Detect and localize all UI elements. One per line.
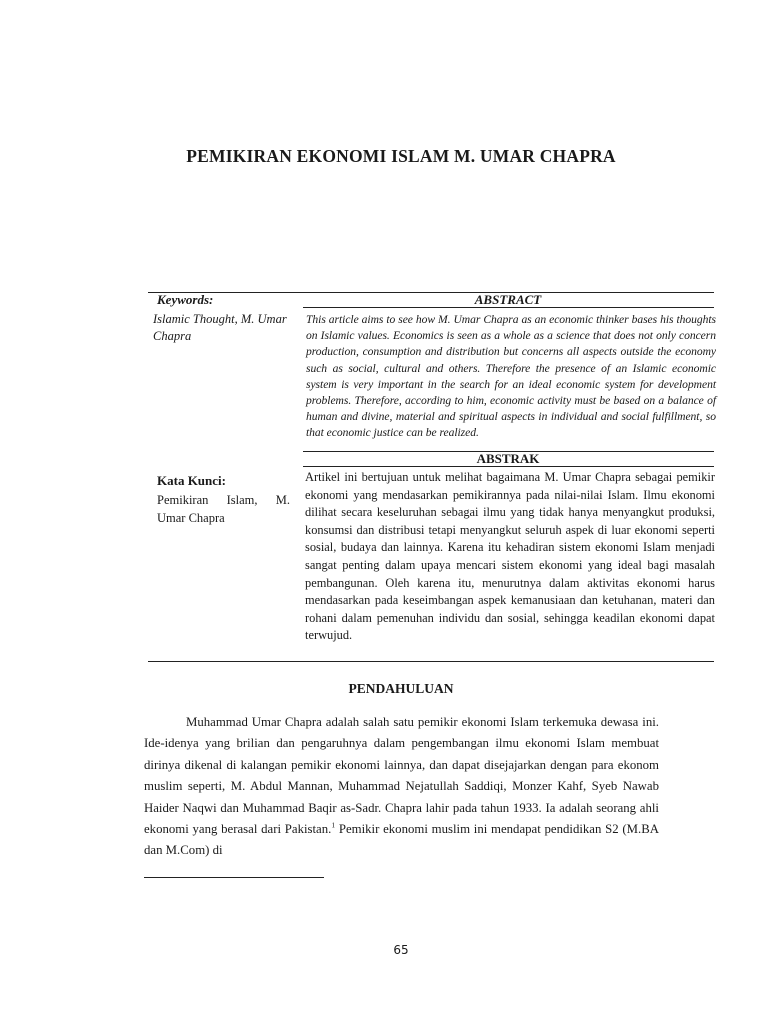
body-paragraph	[144, 712, 659, 862]
abstrak-text: Artikel ini bertujuan untuk melihat bagaimana M. Umar Chapra sebagai pemikir ekonomi yang mendasarkan pemikirannya pada nilai-nilai Islam. Ilmu ekonomi dilihat secara keseluruhan sebagai ilmu yang tidak hanya menyangkut produksi, konsumsi dan distribusi tetapi menyangkut seluruh aspek di luar ekonomi seperti sosial, budaya dan lainnya. Karena itu kehadiran sistem ekonomi Islam menjadi sangat penting dalam upaya mencari sistem ekonomi yang ideal bagi masalah pembangunan. Oleh karena itu, menurutnya dalam aktivitas ekonomi harus mendasarkan pada keseimbangan aspek kemanusiaan dan ketuhanan, materi dan rohani dalam pemenuhan individu dan sosial, sehingga keadilan ekonomi dapat terwujud.	[305, 470, 715, 643]
abstract-bottom-rule	[148, 661, 714, 662]
abstract-heading: ABSTRACT	[474, 292, 542, 307]
paragraph-continuation: Pemikir ekonomi muslim ini mendapat pendidikan S2 (M.BA dan M.Com) di	[144, 822, 659, 858]
section-heading: PENDAHULUAN	[348, 681, 454, 696]
article-title: PEMIKIRAN EKONOMI ISLAM M. UMAR CHAPRA	[186, 146, 616, 166]
page-number: 65	[393, 943, 409, 957]
keywords-text: Islamic Thought, M. Umar Chapra	[153, 312, 287, 343]
keywords-label: Keywords:	[157, 292, 214, 307]
kata-kunci-label: Kata Kunci:	[157, 473, 226, 488]
footnote-marker[interactable]: 1	[331, 820, 336, 830]
abstract-text: This article aims to see how M. Umar Chapra as an economic thinker bases his thoughts on Islamic values. Economics is seen as a whole as a science that does not only concern production, consumption and distribution but concerns all aspects outside the economy such as social, cultural and others. Therefore the presence of an Islamic economic system is very important in the search for an ideal economic system for development problems. Therefore, according to him, economic activity must be based on a balance of human and divine, material and spiritual aspects in individual and social fulfillment, so that economic justice can be realized.	[306, 313, 716, 440]
kata-kunci-text: Pemikiran Islam, M. Umar Chapra	[157, 493, 290, 525]
paragraph-text: Muhammad Umar Chapra adalah salah satu pemikir ekonomi Islam terkemuka dewasa ini. Ide-idenya yang brilian dan pengaruhnya dalam pengembangan ilmu ekonomi Islam membuat dirinya dikenal di kalangan pemikir ekonomi lainnya, dan dapat disejajarkan dengan para ekonom muslim seperti, M. Abdul Mannan, Muhammad Nejatullah Saddiqi, Monzer Kahf, Syeb Nawab Haider Naqwi dan Muhammad Baqir as-Sadr. Chapra lahir pada tahun 1933. Ia adalah seorang ahli ekonomi yang berasal dari Pakistan.	[144, 715, 659, 837]
abstrak-heading: ABSTRAK	[476, 451, 540, 466]
footnote-separator	[144, 877, 324, 878]
